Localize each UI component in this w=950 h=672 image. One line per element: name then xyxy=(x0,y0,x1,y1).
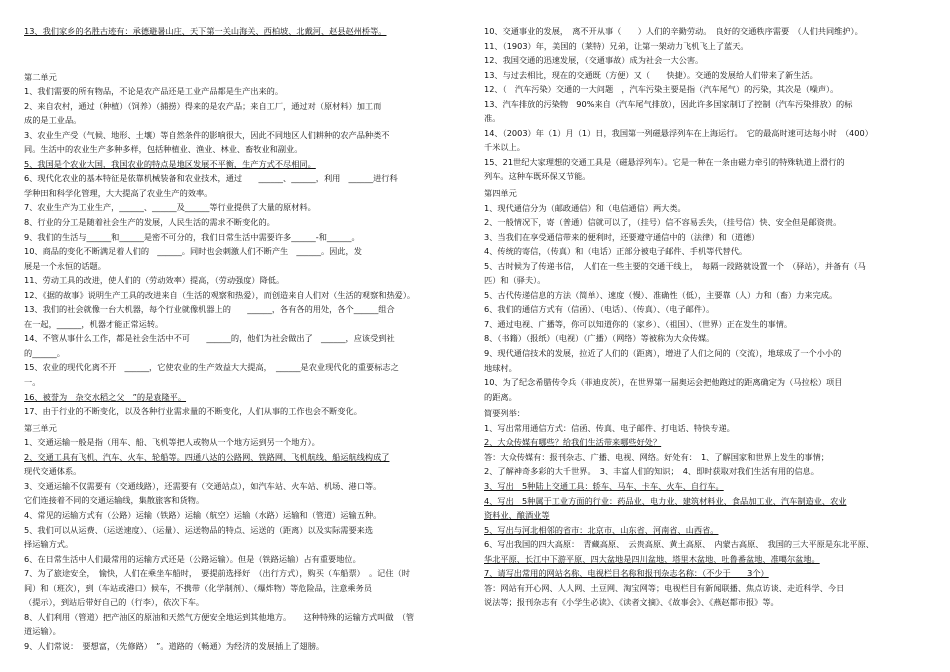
text-line: 11、劳动工具的改进，使人们的（劳动效率）提高，（劳动强度）降低。 xyxy=(24,275,285,286)
text-line: 9、人们常说： 要想富，（先修路） ”。道路的（畅通）为经济的发展插上了翅膀。 xyxy=(24,640,325,651)
text-line: 14、不管从事什么工作，都是社会生活中不可 ______的，他们为社会做出了 ______，应该受到社 xyxy=(24,333,395,344)
text-line: 间）和（班次），到（车站或港口）候车，不携带（化学制剂）、（爆炸物）等危险品，注意乘务员 xyxy=(24,582,372,593)
text-line: （提示），到站后带好自己的（行李），依次下车。 xyxy=(24,597,205,608)
text-line: 3、当我们在享受通信带来的便利时，还要遵守通信中的（法律）和（道德） xyxy=(484,231,760,242)
unit-heading: 第二单元 xyxy=(24,71,57,82)
text-line: 12、（ 汽车污染）交通的一大问题 ，汽车污染主要是指（汽车尾气）的污染，其次是（噪声）。 xyxy=(484,84,839,95)
text-line: 答：网站有开心网、人人网、土豆网、淘宝网等；电视栏目有新闻联播、焦点访谈、走近科学、今日 xyxy=(484,582,845,593)
text-line: 13、与过去相比，现在的交通既（方便）又（ 快捷）。交通的发展给人们带来了新生活。 xyxy=(484,69,818,80)
text-line: 2、了解神奇多彩的大千世界。 3、丰富人们的知识； 4、即时获取对我们生活有用的信息。 xyxy=(484,466,819,477)
text-line: 6、我们的通信方式有（信函）、（电话）、（传真）、（电子邮件）。 xyxy=(484,304,715,315)
text-line: 5、古代传递信息的方法（简单）、速度（慢）、准确性（低），主要靠（人）力和（畜）力来完成。 xyxy=(484,289,838,300)
text-line: 在一起，______，机器才能正常运转。 xyxy=(24,318,164,329)
text-line: 3、写出 5种陆上交通工具：轿车、马车、卡车、火车、自行车。 xyxy=(484,480,724,491)
text-line: 15、农业的现代化离不开 ______，它使农业的生产效益大大提高， ______是农业现代化的重要标志之 xyxy=(24,362,399,373)
text-line: 择运输方式。 xyxy=(24,539,74,550)
text-line: 10、交通事业的发展， 离不开从事（ ）人们的辛勤劳动。 良好的交通秩序需要 （人们共同维护）。 xyxy=(484,26,863,36)
unit-heading: 第三单元 xyxy=(24,422,57,433)
text-line: 12、《据的故事》说明生产工具的改进来自（生活的观察和热爱），而创造来自人们对（生活的观察和热爱）。 xyxy=(24,289,416,300)
text-line: 1、我们需要的所有物品，不论是农产品还是工业产品都是生产出来的。 xyxy=(24,86,284,97)
text-line: 说法等；报刊杂志有《小学生必读》、《读者文摘》、《故事会》、《燕赵都市报》等。 xyxy=(484,597,779,608)
text-line: 学种田和科学化管理，大大提高了农业生产的效率。 xyxy=(24,187,213,198)
text-line: 现代交通体系。 xyxy=(24,466,82,477)
text-line: 1、现代通信分为（邮政通信）和（电信通信）两大类。 xyxy=(484,202,686,213)
text-line: 9、现代通信技术的发展，拉近了人们的（距离），增进了人们之间的（交流），地球成了一个小小的 xyxy=(484,348,842,359)
text-line: 它们连接着不同的交通运输线，集散旅客和货物。 xyxy=(24,495,205,506)
text-line: 1、写出常用通信方式：信函、传真、电子邮件、打电话、特快专递。 xyxy=(484,422,735,433)
unit-heading: 简要列举： xyxy=(484,408,525,419)
text-line: 17、由于行业的不断变化，以及各种行业需求量的不断变化，人们从事的工作也会不断变化。 xyxy=(24,406,362,417)
text-line: 一。 xyxy=(24,377,41,388)
text-line: 13、我们的社会就像一台大机器，每个行业就像机器上的 ______，各有各的用处，各个______组合 xyxy=(24,304,395,315)
left-column xyxy=(24,24,472,653)
text-line: 展是一个永恒的话题。 xyxy=(24,260,106,271)
text-line: 7、请写出常用的网站名称、电视栏目名称和报刊杂志名称：（不少于 3个） xyxy=(484,568,769,579)
text-line: 2、来自农村，通过（种植）（饲养）（捕捞）得来的是农产品；来自工厂，通过对（原材料）加工而 xyxy=(24,100,382,111)
text-line: 3、交通运输不仅需要有（交通线路），还需要有（交通站点），如汽车站、火车站、机场、港口等。 xyxy=(24,480,382,491)
text-line: 资料业、酿酒业等 xyxy=(484,510,550,521)
text-line: 13、我们家乡的名胜古迹有：承德避暑山庄、天下第一关山海关、西柏坡、北戴河、赵县赵州桥等。 xyxy=(24,26,387,36)
text-line: 5、我国是个农业大国，我国农业的特点是地区发展不平衡，生产方式不尽相同。 xyxy=(24,158,316,169)
text-line: 12、我国交通的迅速发展，（交通事故）成为社会一大公害。 xyxy=(484,55,704,66)
text-line: 14、（2003）年（1）月（1）日，我国第一列磁悬浮列车在上海运行。 它的最高时速可达每小时 （400） xyxy=(484,127,873,138)
text-line: 7、为了旅途安全， 愉快，人们在乘坐车船时， 要提前选择好 （出行方式），购买（车船票） 。记住（时 xyxy=(24,568,410,579)
text-line: 8、行业的分工是随着社会生产的发展，人民生活的需求不断变化的。 xyxy=(24,217,275,228)
text-line: 5、写出与河北相邻的省市：北京市、山东省、河南省、山西省。 xyxy=(484,524,719,535)
text-line: 准。 xyxy=(484,113,501,124)
text-line: 5、我们可以从运费、（运送速度）、（运量）、运送物品的特点、运送的（距离）以及实际需要来选 xyxy=(24,524,374,535)
text-line: 8、（书籍）（报纸）（电视）（广播）（网络）等被称为大众传媒。 xyxy=(484,333,715,344)
text-line: 15、21世纪大家理想的交通工具是（磁悬浮列车）。它是一种在一条由磁力牵引的特殊轨道上滑行的 xyxy=(484,156,845,167)
text-line: 16、被誉为 杂交水稻之父 ”的是袁隆平。 xyxy=(24,391,187,402)
text-line: 4、常见的运输方式有（公路）运输（铁路）运输（航空）运输（水路）运输和（管道）运输五种。 xyxy=(24,509,382,520)
text-line: 11、（1903）年，美国的（莱特）兄弟，让第一架动力飞机飞上了蓝天。 xyxy=(484,40,749,51)
text-line: 3、农业生产受（气候、地形、土壤）等自然条件的影响很大，因此不同地区人们耕种的农产品种类不 xyxy=(24,129,390,140)
text-line: 匹）和（驿夫）。 xyxy=(484,275,546,286)
text-line: 2、交通工具有飞机、汽车、火车、轮船等。四通八达的公路网、铁路网、飞机航线、船运航线构成了 xyxy=(24,451,390,462)
text-line: 地球村。 xyxy=(484,362,517,373)
text-line: 华北平原、长江中下游平原、四大盆地是四川盆地、塔里木盆地、吐鲁番盆地、准噶尔盆地。 xyxy=(484,553,820,564)
right-column xyxy=(484,24,930,610)
text-line: 同。生活中的农业生产多种多样，包括种植业、渔业、林业、畜牧业和副业。 xyxy=(24,144,303,155)
text-line: 5、古时候为了传递书信， 人们在一些主要的交通干线上， 每隔一段路就设置一个 （驿站），并备有（马 xyxy=(484,260,866,271)
text-line: 10、商品的变化不断满足着人们的 ______。同时也会刺激人们不断产生 ______。因此，发 xyxy=(24,246,362,257)
text-line: 7、农业生产为工业生产，______、______及______等行业提供了大量的原材料。 xyxy=(24,202,316,213)
text-line: 9、我们的生活与______和______是密不可分的，我们日常生活中需要许多______-和______。 xyxy=(24,231,360,242)
text-line: 6、写出我国的四大高原： 青藏高原、 云贵高原、黄土高原、 内蒙古高原、 我国的三大平原是东北平原、 xyxy=(484,539,874,550)
text-line: 答：大众传媒有：报刊杂志、广播、电视、网络。好处有： 1、了解国家和世界上发生的事情； xyxy=(484,451,829,462)
text-line: 6、现代化农业的基本特征是依靠机械装备和农业技术，通过 ______、______，利用 ______进行科 xyxy=(24,173,398,184)
blank-spacer xyxy=(24,39,472,68)
text-line: 列车。这种车既环保又节能。 xyxy=(484,171,591,182)
text-line: 2、大众传媒有哪些？给我们生活带来哪些好处？ xyxy=(484,437,662,448)
text-line: 7、通过电视、广播等，你可以知道你的（家乡）、（祖国）、（世界）正在发生的事情。 xyxy=(484,318,793,329)
unit-heading: 第四单元 xyxy=(484,188,517,199)
text-line: 成的是工业品。 xyxy=(24,115,82,126)
text-line: 1、交通运输一般是指（用车、船、飞机等把人或物从一个地方运到另一个地方）。 xyxy=(24,437,320,448)
text-line: 的距离。 xyxy=(484,391,517,402)
text-line: 13、汽车排放的污染物 90%来自（汽车尾气排放），因此许多国家制订了控制（汽车污染排放）的标 xyxy=(484,98,853,109)
text-line: 6、在日常生活中人们最常用的运输方式还是（公路运输）。但是（铁路运输）占有重要地位。 xyxy=(24,553,361,564)
text-line: 4、传统的寄信，（传真）和（电话）正部分被电子邮件、手机等代替代。 xyxy=(484,246,748,257)
text-line: 的______。 xyxy=(24,347,65,358)
text-line: 2、一般情况下，寄（普通）信就可以了，（挂号）信不容易丢失，（挂号信）快、安全但是邮资贵。 xyxy=(484,217,842,228)
text-line: 4、写出 5种属于工业方面的行业：药品业、电力业、建筑材料业、食品加工业、汽车制造业、农业 xyxy=(484,495,847,506)
text-line: 道运输）。 xyxy=(24,626,61,637)
text-line: 10、为了纪念希腊传令兵（菲迪皮茨），在世界第一届奥运会把他跑过的距离确定为（马拉松）项目 xyxy=(484,377,843,388)
text-line: 千米以上。 xyxy=(484,142,525,153)
text-line: 8、人们利用（管道）把产油区的原油和天然气方便安全地运到其他地方。 这种特殊的运输方式叫做 （管 xyxy=(24,611,415,622)
